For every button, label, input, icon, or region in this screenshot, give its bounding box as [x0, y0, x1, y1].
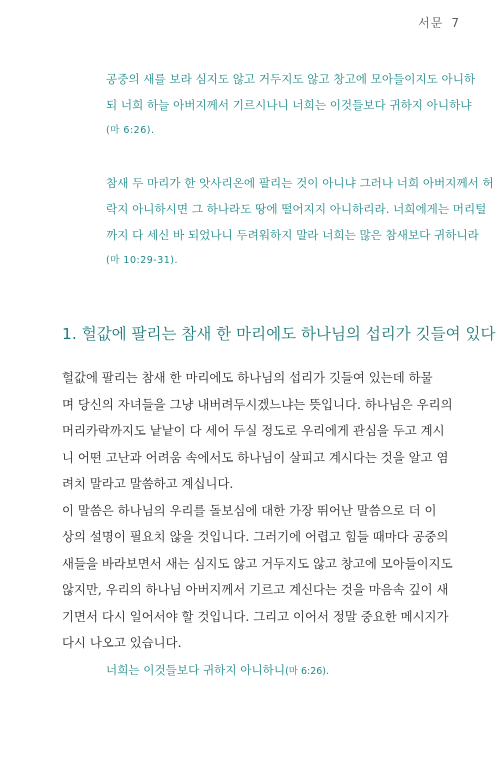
- running-head-title: 서문: [418, 16, 444, 30]
- running-head: [418, 14, 460, 31]
- body-line: 헐값에 팔리는 참새 한 마리에도 하나님의 섭리가 깃들여 있는데 하물: [62, 370, 433, 385]
- quote-line: 되 너희 하늘 아버지께서 기르시나니 너희는 이것들보다 귀하지 아니하냐: [106, 98, 472, 112]
- body-line: 기면서 다시 일어서야 할 것입니다. 그리고 이어서 정말 중요한 메시지가: [62, 608, 449, 624]
- body-line: 며 당신의 자녀들을 그냥 내버려두시겠느냐는 뜻입니다. 하나님은 우리의: [62, 396, 453, 412]
- body-line: 않지만, 우리의 하나님 아버지께서 기르고 계신다는 것을 마음속 깊이 새: [62, 582, 449, 597]
- body-line: 새들을 바라보면서 새는 심지도 않고 거두지도 않고 창고에 모아들이지도: [62, 555, 453, 571]
- body-line: 이 말씀은 하나님의 우리를 돌보심에 대한 가장 뛰어난 말씀으로 더 이: [62, 502, 437, 518]
- scripture-quote-matthew-10-29: [106, 170, 494, 274]
- body-line: 니 어떤 고난과 어려움 속에서도 하나님이 살피고 계시다는 것을 알고 염: [62, 449, 449, 465]
- quote-reference: (마 6:26).: [106, 125, 155, 136]
- page-number: 7: [451, 16, 460, 30]
- scripture-quote-matthew-6-26: [106, 66, 476, 144]
- quote-line: 까지 다 세신 바 되었나니 두려워하지 말라 너희는 많은 참새보다 귀하니라: [106, 228, 479, 242]
- body-line: 상의 설명이 필요치 않을 것입니다. 그러기에 어렵고 힘들 때마다 공중의: [62, 529, 449, 544]
- closing-quote-reference: (마 6:26).: [285, 666, 330, 677]
- body-line: 려치 말라고 말씀하고 계십니다.: [62, 476, 234, 491]
- body-line: 머리카락까지도 낱낱이 다 세어 두실 정도로 우리에게 관심을 두고 계시: [62, 423, 445, 438]
- body-line: 다시 나오고 있습니다.: [62, 635, 182, 650]
- quote-line: 락지 아니하시면 그 하나라도 땅에 떨어지지 아니하리라. 너희에게는 머리털: [106, 202, 487, 216]
- quote-line: 참새 두 마리가 한 앗사리온에 팔리는 것이 아니냐 그러나 너희 아버지께서 허: [106, 176, 494, 190]
- quote-line: 공중의 새를 보라 심지도 않고 거두지도 않고 창고에 모아들이지도 아니하: [106, 72, 476, 86]
- quote-reference: (마 10:29-31).: [106, 255, 179, 266]
- body-text: [62, 365, 460, 657]
- closing-quote: [106, 662, 329, 678]
- section-heading: 1. 헐값에 팔리는 참새 한 마리에도 하나님의 섭리가 깃들여 있다: [62, 325, 496, 343]
- closing-quote-text: 너희는 이것들보다 귀하지 아니하니: [106, 663, 286, 677]
